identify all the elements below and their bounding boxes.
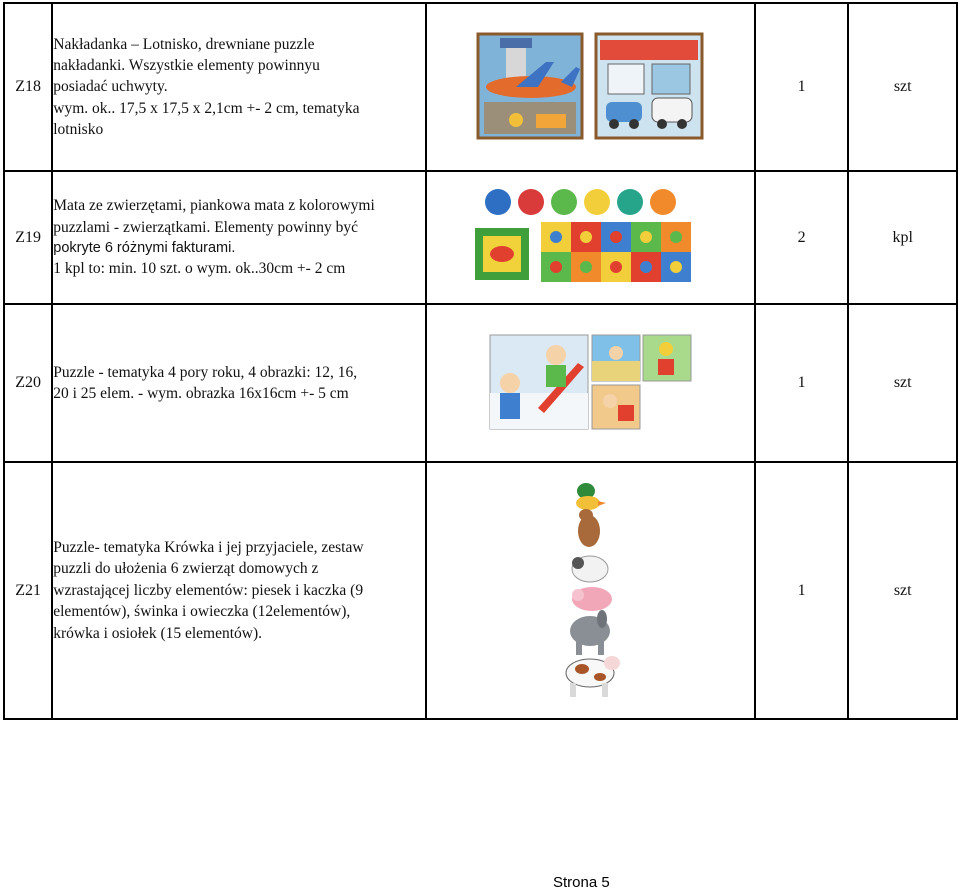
item-description bbox=[52, 462, 426, 719]
item-description bbox=[52, 304, 426, 462]
description-line: krówka i osiołek (15 elementów). bbox=[53, 624, 263, 642]
description-line: Puzzle - tematyka 4 pory roku, 4 obrazki: 12, 16, bbox=[53, 363, 358, 381]
item-code: Z21 bbox=[4, 462, 52, 719]
airport-puzzle-image bbox=[476, 32, 706, 142]
description-line: wym. ok.. 17,5 x 17,5 x 2,1cm +- 2 cm, tematyka bbox=[53, 99, 360, 117]
description-line: puzzli do ułożenia 6 zwierząt domowych z bbox=[53, 560, 319, 578]
item-unit: szt bbox=[848, 3, 957, 171]
item-description bbox=[52, 171, 426, 304]
description-line: Nakładanka – Lotnisko, drewniane puzzle bbox=[53, 35, 315, 53]
item-image-cell bbox=[426, 171, 755, 304]
description-line: posiadać uchwyty. bbox=[53, 78, 168, 96]
item-code: Z19 bbox=[4, 171, 52, 304]
description-line: elementów), świnka i owieczka (12elementów), bbox=[53, 603, 351, 621]
description-line: nakładanki. Wszystkie elementy powinnyu bbox=[53, 56, 320, 74]
item-code: Z20 bbox=[4, 304, 52, 462]
item-quantity: 1 bbox=[755, 462, 848, 719]
item-image-cell bbox=[426, 304, 755, 462]
item-quantity: 1 bbox=[755, 3, 848, 171]
item-image-cell bbox=[426, 462, 755, 719]
item-unit: kpl bbox=[848, 171, 957, 304]
specification-table bbox=[3, 2, 958, 720]
table-row bbox=[4, 462, 957, 719]
item-image-cell bbox=[426, 3, 755, 171]
item-code: Z18 bbox=[4, 3, 52, 171]
page-number: Strona 5 bbox=[553, 874, 610, 891]
description-line: wzrastającej liczby elementów: piesek i kaczka (9 bbox=[53, 581, 364, 599]
description-line: 1 kpl to: min. 10 szt. o wym. ok..30cm +- 2 cm bbox=[53, 260, 346, 278]
description-line: 20 i 25 elem. - wym. obrazka 16x16cm +- 5 cm bbox=[53, 385, 349, 402]
animal-tower-puzzle-image bbox=[556, 481, 626, 701]
item-unit: szt bbox=[848, 462, 957, 719]
table-row bbox=[4, 171, 957, 304]
table-row bbox=[4, 304, 957, 462]
description-line: Puzzle- tematyka Krówka i jej przyjaciele, zestaw bbox=[53, 539, 364, 557]
description-line: puzzlami - zwierzątkami. Elementy powinny być bbox=[53, 218, 358, 236]
foam-mat-image bbox=[473, 188, 708, 288]
description-line: lotnisko bbox=[53, 121, 104, 139]
item-quantity: 2 bbox=[755, 171, 848, 304]
item-description bbox=[52, 3, 426, 171]
table-row bbox=[4, 3, 957, 171]
item-quantity: 1 bbox=[755, 304, 848, 462]
description-line: Mata ze zwierzętami, piankowa mata z kolorowymi bbox=[53, 197, 375, 215]
description-line: pokryte 6 różnymi fakturami. bbox=[53, 240, 236, 257]
item-unit: szt bbox=[848, 304, 957, 462]
seasons-puzzle-image bbox=[488, 333, 693, 433]
